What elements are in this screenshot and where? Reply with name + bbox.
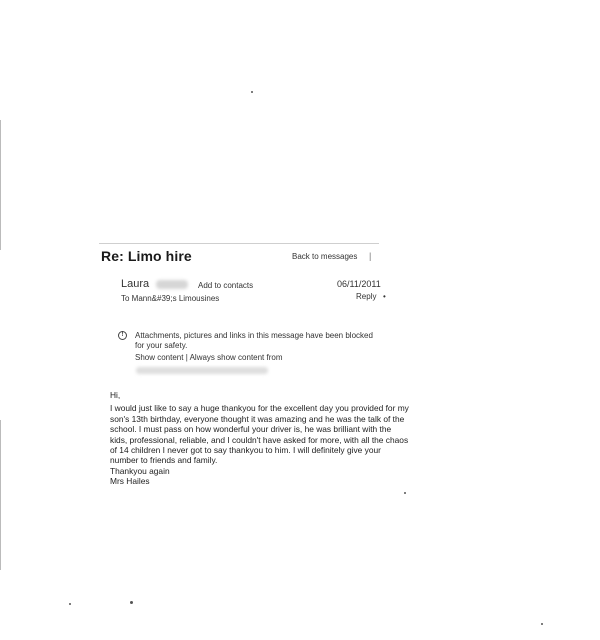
email-body	[110, 390, 410, 487]
reply-button[interactable]: Reply	[356, 292, 377, 301]
show-content-link[interactable]: Show content	[135, 353, 184, 362]
back-to-messages-link[interactable]: Back to messages	[292, 252, 358, 261]
scan-speck	[69, 603, 71, 605]
scan-edge-line	[0, 420, 1, 570]
add-to-contacts-link[interactable]: Add to contacts	[198, 281, 254, 290]
email-signature: Mrs Hailes	[110, 476, 150, 487]
email-subject: Re: Limo hire	[101, 248, 192, 264]
warning-icon: !	[118, 331, 127, 340]
email-closing: Thankyou again	[110, 465, 170, 476]
safety-notice-text: Attachments, pictures and links in this message have been blocked for your safety.	[135, 331, 373, 350]
email-body-paragraph: I would just like to say a huge thankyou for the excellent day you provided for my son's 13th birthday, everyone thought it was amazing and he was the talk of the school. I must pass on how wonderful your driver is, he was brilliant with the kids, professional, reliable, and I couldn't have asked for more, with all the chaos of 14 children I never got to say thankyou to him. I will definitely give your number to friends and family.	[110, 403, 409, 466]
email-greeting: Hi,	[110, 390, 121, 400]
scan-speck	[130, 601, 133, 604]
scan-edge-line	[0, 120, 1, 250]
safety-notice-divider: |	[185, 353, 188, 362]
reply-dropdown-icon[interactable]: •	[383, 292, 386, 301]
safety-notice-actions	[135, 353, 283, 362]
header-divider	[99, 243, 379, 244]
recipient-line: To Mann&#39;s Limousines	[121, 294, 220, 303]
toolbar-separator: |	[369, 251, 372, 261]
sender-name: Laura	[121, 278, 150, 290]
redacted-sender-email	[136, 367, 268, 374]
scan-speck	[541, 623, 543, 625]
redacted-surname	[156, 280, 188, 289]
always-show-content-link[interactable]: Always show content from	[189, 353, 283, 362]
scan-speck	[404, 492, 406, 494]
email-date: 06/11/2011	[337, 279, 381, 289]
scan-speck	[251, 91, 253, 93]
